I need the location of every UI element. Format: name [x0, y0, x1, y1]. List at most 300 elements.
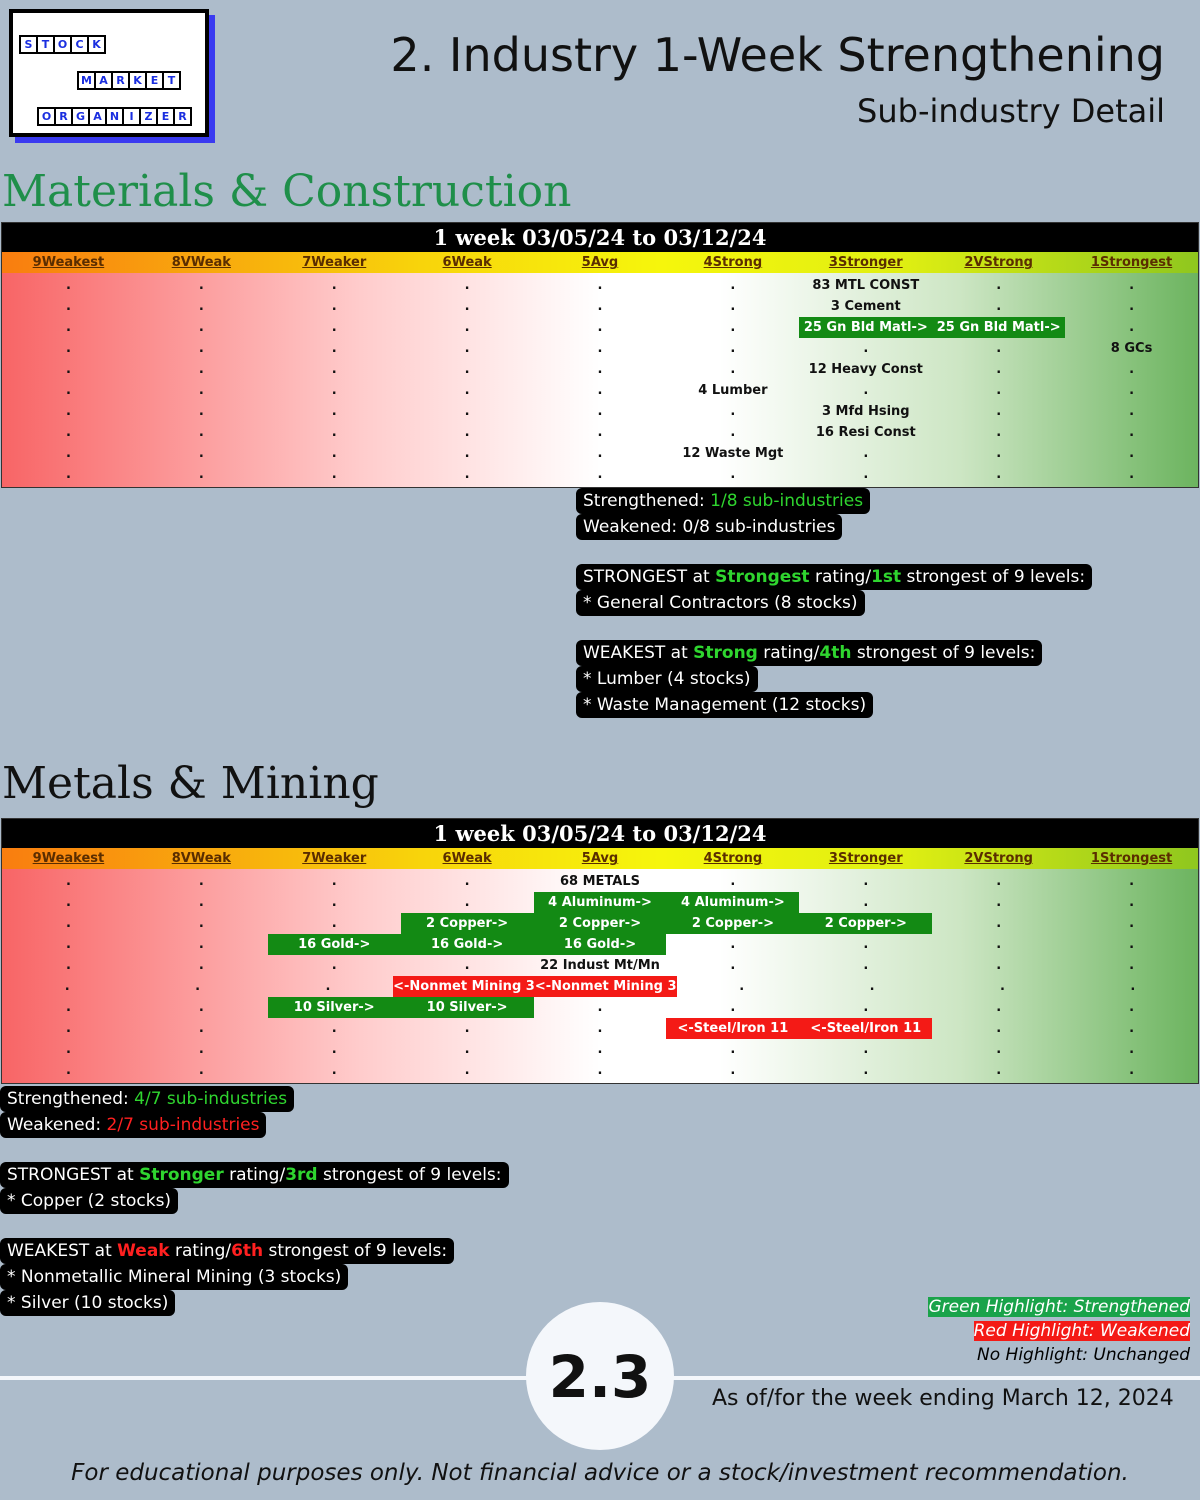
- table-cell: .: [730, 958, 736, 973]
- table-cell: .: [996, 1063, 1002, 1078]
- legend-red: Red Highlight: Weakened: [973, 1321, 1190, 1341]
- table-cell: 10 Silver->: [401, 997, 534, 1018]
- summary-text: STRONGEST at: [583, 567, 716, 587]
- table-cell: .: [198, 1000, 204, 1015]
- summary-line: [0, 1086, 294, 1112]
- table-cell: .: [464, 958, 470, 973]
- strongest-item: * General Contractors (8 stocks): [576, 590, 865, 616]
- table-cell: .: [464, 467, 470, 482]
- as-of-date: As of/for the week ending March 12, 2024: [712, 1386, 1174, 1411]
- table-row: [2, 1060, 1198, 1081]
- table-cell: <-Steel/Iron 11: [666, 1018, 799, 1039]
- table-cell: 2 Copper->: [799, 913, 932, 934]
- column-header: 2VStrong: [964, 851, 1033, 866]
- summary-text: 6th: [231, 1241, 264, 1261]
- logo-letter: M: [79, 73, 94, 88]
- logo-letter: R: [113, 73, 128, 88]
- table-cell: .: [996, 467, 1002, 482]
- table-row: [2, 997, 1198, 1018]
- table-cell: .: [1130, 979, 1136, 994]
- summary-line: [576, 564, 1092, 590]
- table-cell: .: [65, 958, 71, 973]
- table-cell: 16 Gold->: [534, 934, 667, 955]
- table-cell: 4 Lumber: [698, 383, 768, 398]
- table-cell: .: [730, 362, 736, 377]
- summary-line: [0, 1112, 266, 1138]
- table-cell: .: [996, 874, 1002, 889]
- logo-letter: A: [96, 73, 111, 88]
- table-cell: .: [597, 467, 603, 482]
- logo-letter: T: [164, 73, 179, 88]
- table-cell: 4 Aluminum->: [666, 892, 799, 913]
- table-cell: .: [464, 1021, 470, 1036]
- table-cell: .: [331, 916, 337, 931]
- table-cell: 4 Aluminum->: [534, 892, 667, 913]
- summary-text: strongest of 9 levels:: [317, 1165, 502, 1185]
- spacer: [576, 540, 590, 564]
- summary-text: Weak: [117, 1241, 170, 1261]
- table-cell: .: [1129, 916, 1135, 931]
- table-cell: .: [597, 362, 603, 377]
- table-cell: 2 Copper->: [401, 913, 534, 934]
- table-cell: .: [198, 1021, 204, 1036]
- table-cell: .: [863, 1063, 869, 1078]
- table-cell: .: [464, 341, 470, 356]
- table-cell: .: [730, 278, 736, 293]
- column-headers: [2, 848, 1198, 869]
- table-cell: .: [198, 895, 204, 910]
- table-cell: .: [198, 278, 204, 293]
- logo-letter: R: [56, 109, 71, 124]
- summary-text: strongest of 9 levels:: [901, 567, 1086, 587]
- table-cell: .: [597, 446, 603, 461]
- summary-text: 4th: [819, 643, 852, 663]
- summary-text: rating/: [169, 1241, 232, 1261]
- table-cell: .: [730, 467, 736, 482]
- table-cell: .: [597, 1042, 603, 1057]
- logo-letter: I: [124, 109, 139, 124]
- table-cell: .: [65, 874, 71, 889]
- table-cell: .: [996, 278, 1002, 293]
- summary-text: rating/: [809, 567, 872, 587]
- summary-text: rating/: [223, 1165, 286, 1185]
- table-cell: .: [331, 299, 337, 314]
- table-cell: .: [1129, 404, 1135, 419]
- table-cell: .: [198, 299, 204, 314]
- table-cell: <-Nonmet Mining 3: [535, 976, 677, 997]
- logo-word: [19, 35, 106, 54]
- table-cell: .: [597, 341, 603, 356]
- table-cell: .: [1129, 425, 1135, 440]
- table-cell: .: [331, 874, 337, 889]
- summary-line: [0, 1162, 509, 1188]
- column-headers: [2, 252, 1198, 273]
- table-cell: .: [331, 958, 337, 973]
- table-row: [2, 401, 1198, 422]
- column-header: 5Avg: [581, 851, 619, 866]
- table-cell: .: [331, 1021, 337, 1036]
- table-cell: <-Steel/Iron 11: [799, 1018, 932, 1039]
- summary-text: strongest of 9 levels:: [263, 1241, 448, 1261]
- table-cell: .: [863, 383, 869, 398]
- table-cell: .: [739, 979, 745, 994]
- table-cell: .: [65, 299, 71, 314]
- table-period: 1 week 03/05/24 to 03/12/24: [2, 223, 1198, 252]
- table-cell: .: [65, 1000, 71, 1015]
- summary-text: 0/8 sub-industries: [682, 517, 836, 537]
- table-row: [2, 955, 1198, 976]
- table-cell: .: [331, 895, 337, 910]
- table-cell: .: [464, 383, 470, 398]
- logo-letter: O: [39, 109, 54, 124]
- table-cell: .: [1129, 958, 1135, 973]
- table-cell: .: [1129, 874, 1135, 889]
- spacer: [576, 616, 590, 640]
- table-cell: .: [597, 320, 603, 335]
- table-cell: .: [1129, 320, 1135, 335]
- table-cell: .: [996, 383, 1002, 398]
- table-cell: 16 Gold->: [268, 934, 401, 955]
- table-cell: .: [1129, 937, 1135, 952]
- table-cell: .: [65, 383, 71, 398]
- table-cell: .: [730, 1063, 736, 1078]
- table-cell: .: [730, 937, 736, 952]
- table-cell: .: [331, 467, 337, 482]
- summary-text: 1/8 sub-industries: [710, 491, 864, 511]
- summary-text: rating/: [757, 643, 820, 663]
- table-row: [2, 338, 1198, 359]
- table-cell: 8 GCs: [1110, 341, 1153, 356]
- table-cell: .: [1129, 467, 1135, 482]
- table-cell: .: [331, 425, 337, 440]
- table-cell: 2 Copper->: [666, 913, 799, 934]
- table-cell: .: [464, 1042, 470, 1057]
- summary-line: [576, 488, 870, 514]
- strongest-item: * Copper (2 stocks): [0, 1188, 178, 1214]
- column-header: 8VWeak: [171, 255, 231, 270]
- table-cell: .: [464, 1063, 470, 1078]
- table-cell: 3 Cement: [830, 299, 901, 314]
- table-cell: .: [325, 979, 331, 994]
- table-cell: .: [996, 1000, 1002, 1015]
- summary-text: 2/7 sub-industries: [106, 1115, 260, 1135]
- table-cell: .: [863, 1000, 869, 1015]
- table-cell: .: [65, 937, 71, 952]
- disclaimer: For educational purposes only. Not financial advice or a stock/investment recommendation.: [71, 1460, 1129, 1486]
- weakest-item: * Silver (10 stocks): [0, 1290, 175, 1316]
- summary-text: Strengthened:: [7, 1089, 135, 1109]
- table-cell: .: [65, 446, 71, 461]
- table-cell: 25 Gn Bld Matl->: [799, 317, 932, 338]
- table-body: [2, 869, 1198, 1083]
- column-header: 1Strongest: [1090, 851, 1173, 866]
- logo-letter: E: [147, 73, 162, 88]
- summary-text: Strong: [693, 643, 758, 663]
- table-cell: .: [996, 937, 1002, 952]
- spacer: [0, 1214, 14, 1238]
- table-cell: .: [198, 404, 204, 419]
- table-cell: .: [65, 467, 71, 482]
- summary-text: Weakened:: [7, 1115, 107, 1135]
- table-cell: .: [863, 895, 869, 910]
- table-cell: .: [198, 320, 204, 335]
- section-title-metals: Metals & Mining: [2, 758, 379, 809]
- summary-text: Strongest: [715, 567, 810, 587]
- table-row: [2, 892, 1198, 913]
- logo-word: [77, 71, 181, 90]
- table-cell: .: [198, 362, 204, 377]
- table-cell: .: [863, 937, 869, 952]
- logo-letter: Z: [141, 109, 156, 124]
- logo-letter: E: [158, 109, 173, 124]
- table-cell: .: [1129, 1021, 1135, 1036]
- table-cell: .: [999, 979, 1005, 994]
- summary-text: Stronger: [139, 1165, 224, 1185]
- table-cell: .: [65, 895, 71, 910]
- table-cell: .: [65, 425, 71, 440]
- table-cell: .: [1129, 1000, 1135, 1015]
- logo-letter: K: [89, 37, 104, 52]
- logo-letter: K: [130, 73, 145, 88]
- table-cell: .: [863, 446, 869, 461]
- table-cell: .: [464, 425, 470, 440]
- logo-letter: A: [90, 109, 105, 124]
- table-cell: .: [331, 446, 337, 461]
- table-body: [2, 273, 1198, 487]
- table-cell: .: [464, 278, 470, 293]
- table-cell: .: [996, 404, 1002, 419]
- table-cell: .: [65, 362, 71, 377]
- table-cell: .: [331, 383, 337, 398]
- table-row: [2, 275, 1198, 296]
- table-row: [2, 934, 1198, 955]
- table-cell: .: [464, 299, 470, 314]
- summary-panel-materials: [576, 488, 1092, 718]
- table-row: [2, 317, 1198, 338]
- logo-letter: R: [175, 109, 190, 124]
- table-cell: .: [331, 341, 337, 356]
- table-row: [2, 1039, 1198, 1060]
- table-cell: .: [65, 404, 71, 419]
- table-row: [2, 871, 1198, 892]
- table-cell: .: [198, 446, 204, 461]
- table-cell: .: [1129, 1063, 1135, 1078]
- table-cell: .: [730, 299, 736, 314]
- weakest-item: * Lumber (4 stocks): [576, 666, 758, 692]
- logo-letter: T: [38, 37, 53, 52]
- logo: [9, 9, 209, 137]
- column-header: 7Weaker: [302, 851, 367, 866]
- table-cell: .: [1129, 299, 1135, 314]
- column-header: 6Weak: [442, 255, 492, 270]
- table-cell: .: [198, 425, 204, 440]
- table-cell: .: [863, 1042, 869, 1057]
- table-cell: <-Nonmet Mining 3: [393, 976, 535, 997]
- column-header: 4Strong: [703, 851, 763, 866]
- table-cell: .: [65, 1021, 71, 1036]
- table-cell: .: [597, 278, 603, 293]
- table-cell: .: [996, 341, 1002, 356]
- table-cell: 12 Waste Mgt: [682, 446, 784, 461]
- table-cell: .: [730, 1042, 736, 1057]
- table-row: [2, 443, 1198, 464]
- logo-letter: O: [55, 37, 70, 52]
- legend-green: Green Highlight: Strengthened: [928, 1297, 1190, 1317]
- table-cell: .: [1129, 278, 1135, 293]
- summary-text: WEAKEST at: [7, 1241, 118, 1261]
- column-header: 5Avg: [581, 255, 619, 270]
- table-cell: .: [597, 425, 603, 440]
- table-cell: .: [863, 874, 869, 889]
- table-cell: .: [198, 1063, 204, 1078]
- table-row: [2, 422, 1198, 443]
- table-period: 1 week 03/05/24 to 03/12/24: [2, 819, 1198, 848]
- table-cell: .: [730, 320, 736, 335]
- table-cell: .: [464, 895, 470, 910]
- column-header: 6Weak: [442, 851, 492, 866]
- table-row: [2, 464, 1198, 485]
- table-cell: .: [195, 979, 201, 994]
- table-cell: .: [597, 1000, 603, 1015]
- table-cell: .: [1129, 1042, 1135, 1057]
- table-cell: .: [597, 404, 603, 419]
- table-cell: .: [65, 916, 71, 931]
- table-cell: .: [464, 404, 470, 419]
- table-cell: .: [996, 1042, 1002, 1057]
- table-cell: .: [863, 958, 869, 973]
- table-cell: .: [996, 958, 1002, 973]
- rating-table-materials: [1, 222, 1199, 488]
- table-cell: .: [730, 341, 736, 356]
- table-cell: .: [331, 1042, 337, 1057]
- table-row: [2, 380, 1198, 401]
- column-header: 2VStrong: [964, 255, 1033, 270]
- summary-text: strongest of 9 levels:: [851, 643, 1036, 663]
- table-cell: .: [198, 383, 204, 398]
- table-cell: .: [331, 362, 337, 377]
- table-cell: .: [597, 299, 603, 314]
- table-cell: .: [198, 1042, 204, 1057]
- table-cell: 68 METALS: [560, 874, 640, 889]
- table-cell: .: [198, 341, 204, 356]
- table-cell: .: [597, 1021, 603, 1036]
- table-cell: 25 Gn Bld Matl->: [932, 317, 1065, 338]
- column-header: 3Stronger: [828, 851, 903, 866]
- page-subtitle: Sub-industry Detail: [857, 92, 1165, 130]
- table-cell: .: [996, 299, 1002, 314]
- summary-text: 4/7 sub-industries: [134, 1089, 288, 1109]
- summary-line: [0, 1238, 454, 1264]
- table-cell: .: [996, 1021, 1002, 1036]
- table-row: [2, 1018, 1198, 1039]
- logo-word: [37, 107, 192, 126]
- table-row: [2, 359, 1198, 380]
- table-cell: .: [65, 341, 71, 356]
- table-cell: .: [464, 446, 470, 461]
- table-cell: .: [869, 979, 875, 994]
- table-cell: .: [464, 320, 470, 335]
- table-cell: .: [65, 320, 71, 335]
- logo-letter: N: [107, 109, 122, 124]
- summary-text: WEAKEST at: [583, 643, 694, 663]
- table-cell: 3 Mfd Hsing: [821, 404, 910, 419]
- table-cell: .: [198, 467, 204, 482]
- logo-letter: G: [73, 109, 88, 124]
- legend: [928, 1297, 1190, 1365]
- table-cell: .: [996, 895, 1002, 910]
- table-cell: .: [331, 1063, 337, 1078]
- table-cell: .: [730, 1000, 736, 1015]
- table-cell: .: [730, 874, 736, 889]
- table-cell: .: [464, 362, 470, 377]
- table-cell: .: [597, 1063, 603, 1078]
- column-header: 9Weakest: [32, 255, 105, 270]
- table-row: [2, 296, 1198, 317]
- logo-letter: S: [21, 37, 36, 52]
- table-cell: 2 Copper->: [534, 913, 667, 934]
- table-cell: 16 Gold->: [401, 934, 534, 955]
- weakest-item: * Waste Management (12 stocks): [576, 692, 873, 718]
- column-header: 8VWeak: [171, 851, 231, 866]
- table-cell: 22 Indust Mt/Mn: [540, 958, 660, 973]
- table-cell: .: [198, 874, 204, 889]
- table-cell: .: [1129, 895, 1135, 910]
- table-cell: .: [1129, 362, 1135, 377]
- table-cell: .: [65, 1042, 71, 1057]
- table-cell: 10 Silver->: [268, 997, 401, 1018]
- table-cell: 16 Resi Const: [815, 425, 916, 440]
- legend-none: No Highlight: Unchanged: [977, 1345, 1190, 1365]
- table-row: [2, 976, 1198, 997]
- score-badge: 2.3: [526, 1302, 674, 1450]
- column-header: 3Stronger: [828, 255, 903, 270]
- table-cell: .: [65, 1063, 71, 1078]
- table-cell: .: [863, 341, 869, 356]
- table-cell: 83 MTL CONST: [812, 278, 920, 293]
- table-cell: .: [863, 467, 869, 482]
- table-cell: .: [996, 362, 1002, 377]
- table-cell: .: [198, 937, 204, 952]
- table-cell: .: [597, 383, 603, 398]
- table-cell: .: [996, 425, 1002, 440]
- summary-text: Strengthened:: [583, 491, 711, 511]
- table-cell: .: [464, 874, 470, 889]
- table-cell: .: [1129, 383, 1135, 398]
- column-header: 9Weakest: [32, 851, 105, 866]
- table-cell: .: [198, 958, 204, 973]
- weakest-item: * Nonmetallic Mineral Mining (3 stocks): [0, 1264, 348, 1290]
- table-cell: .: [198, 916, 204, 931]
- page-title: 2. Industry 1-Week Strengthening: [390, 28, 1165, 82]
- table-cell: .: [331, 404, 337, 419]
- table-cell: .: [996, 916, 1002, 931]
- summary-text: STRONGEST at: [7, 1165, 140, 1185]
- table-cell: .: [65, 278, 71, 293]
- table-row: [2, 913, 1198, 934]
- table-cell: .: [64, 979, 70, 994]
- table-cell: .: [730, 425, 736, 440]
- section-title-materials: Materials & Construction: [2, 166, 572, 217]
- summary-line: [576, 514, 842, 540]
- column-header: 4Strong: [703, 255, 763, 270]
- column-header: 7Weaker: [302, 255, 367, 270]
- table-cell: .: [730, 404, 736, 419]
- logo-letter: C: [72, 37, 87, 52]
- summary-line: [576, 640, 1042, 666]
- summary-panel-metals: [0, 1086, 509, 1316]
- table-cell: .: [331, 278, 337, 293]
- rating-table-metals: [1, 818, 1199, 1084]
